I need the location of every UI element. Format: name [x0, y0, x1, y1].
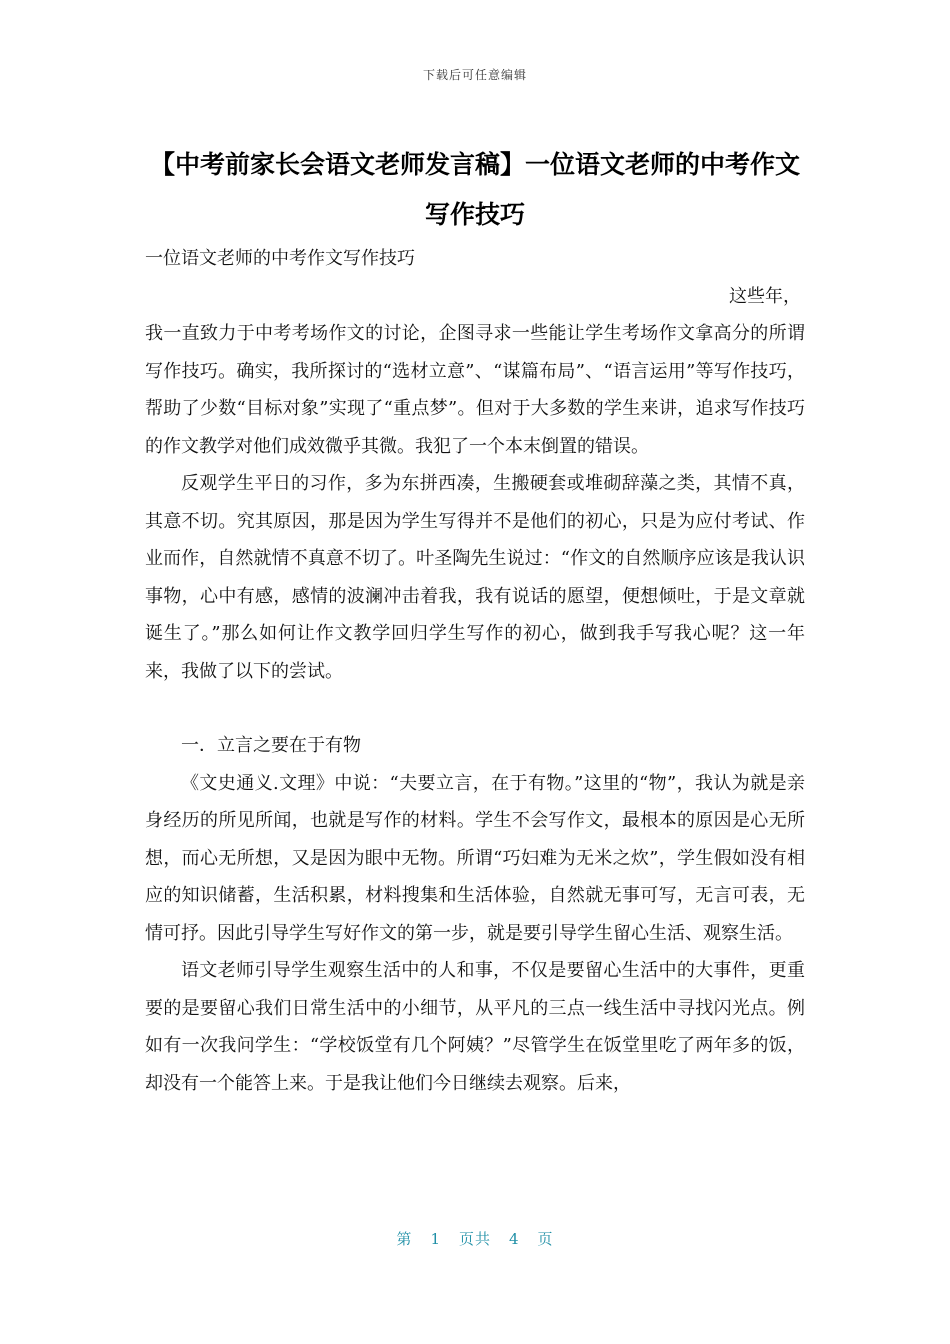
footer-label-end: 页 — [537, 1230, 554, 1248]
footer-label-page: 第 — [396, 1230, 413, 1248]
footer-total-pages: 4 — [509, 1230, 520, 1248]
section-heading-1: 一．立言之要在于有物 — [181, 735, 361, 756]
footer-current-page: 1 — [430, 1230, 441, 1248]
footer-label-of: 页共 — [458, 1230, 491, 1248]
paragraph-4: 语文老师引导学生观察生活中的人和事，不仅是要留心生活中的大事件，更重要的是要留心我们日常生活中的小细节，从平凡的三点一线生活中寻找闪光点。例如有一次我问学生：“学校饭堂有几个阿姨？”尽管学生在饭堂里吃了两年多的饭，却没有一个能答上来。于是我让他们今日继续去观察。后来， — [145, 960, 805, 1094]
right-aligned-fragment: 这些年， — [729, 285, 801, 307]
page-footer — [0, 1228, 950, 1249]
header-note: 下载后可任意编辑 — [422, 68, 527, 82]
paragraph-3: 《文史通义.文理》中说：“夫要立言，在于有物。”这里的“物”，我认为就是亲身经历的所见所闻，也就是写作的材料。学生不会写作文，最根本的原因是心无所想，而心无所想，又是因为眼中无物。所谓“巧妇难为无米之炊”，学生假如没有相应的知识储蓄，生活积累，材料搜集和生活体验，自然就无事可写，无言可表，无情可抒。因此引导学生写好作文的第一步，就是要引导学生留心生活、观察生活。 — [145, 772, 805, 944]
paragraph-gap — [145, 690, 805, 727]
paragraph-2: 反观学生平日的习作，多为东拼西凑，生搬硬套或堆砌辞藻之类，其情不真，其意不切。究其原因，那是因为学生写得并不是他们的初心，只是为应付考试、作业而作，自然就情不真意不切了。叶圣陶先生说过：“作文的自然顺序应该是我认识事物，心中有感，感情的波澜冲击着我，我有说话的愿望，便想倾吐，于是文章就诞生了。”那么如何让作文教学回归学生写作的初心，做到我手写我心呢？这一年来，我做了以下的尝试。 — [145, 473, 805, 682]
document-body — [145, 240, 805, 1102]
paragraph-1: 我一直致力于中考考场作文的讨论，企图寻求一些能让学生考场作文拿高分的所谓写作技巧。确实，我所探讨的“选材立意”、“谋篇布局”、“语言运用”等写作技巧，帮助了少数“目标对象”实现了“重点梦”。但对于大多数的学生来讲，追求写作技巧的作文教学对他们成效微乎其微。我犯了一个本末倒置的错误。 — [145, 323, 805, 457]
document-title: 【中考前家长会语文老师发言稿】一位语文老师的中考作文写作技巧 — [149, 150, 800, 229]
document-subtitle: 一位语文老师的中考作文写作技巧 — [145, 248, 415, 269]
